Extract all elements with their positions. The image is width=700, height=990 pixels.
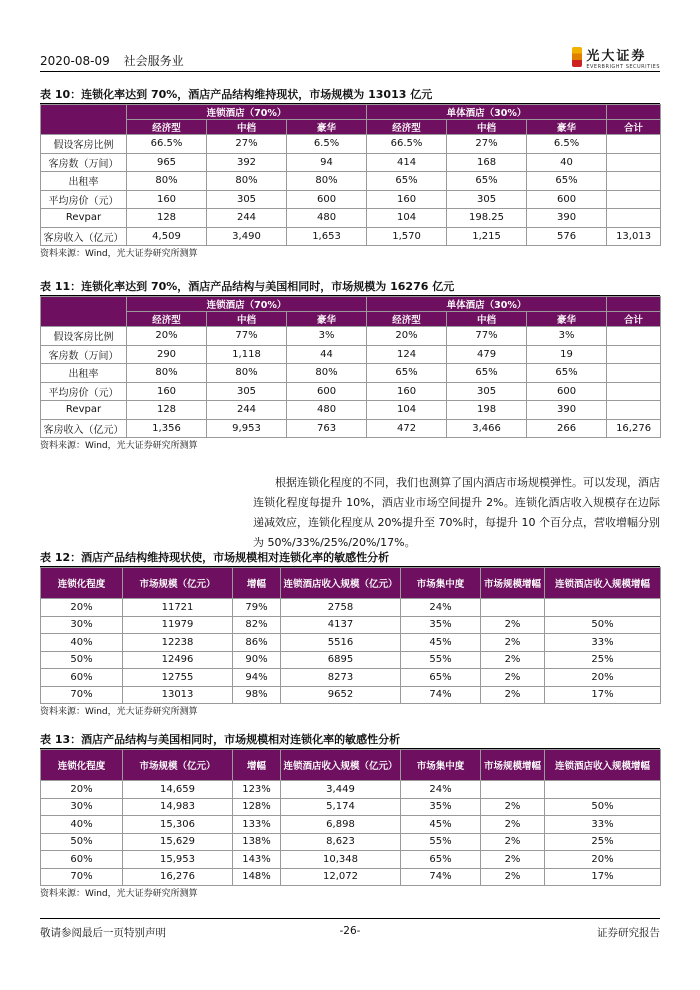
table-cell: 45% <box>401 816 481 834</box>
table-cell: 305 <box>207 190 287 209</box>
column-header: 连锁酒店收入规模增幅 <box>545 568 661 599</box>
row-label: 30% <box>41 616 123 634</box>
table-cell: 27% <box>447 135 527 154</box>
table-cell: 15,629 <box>123 833 233 851</box>
table-cell: 104 <box>367 401 447 420</box>
corner-cell <box>41 105 127 135</box>
table-cell: 2% <box>481 651 545 669</box>
table-cell: 12496 <box>123 651 233 669</box>
table-cell: 65% <box>447 364 527 383</box>
table-row <box>41 153 661 172</box>
row-label: 客房数（万间） <box>41 153 127 172</box>
table-row <box>41 209 661 228</box>
table-cell: 6,898 <box>281 816 401 834</box>
table-cell: 6.5% <box>287 135 367 154</box>
group-header: 连锁酒店（70%） <box>127 297 367 312</box>
row-label: Revpar <box>41 401 127 420</box>
table-cell: 2% <box>481 686 545 704</box>
analysis-paragraph <box>253 473 660 553</box>
source-note: 资料来源：Wind，光大证券研究所测算 <box>40 249 198 259</box>
table-row <box>41 851 661 869</box>
table-row <box>41 651 661 669</box>
row-label: 70% <box>41 868 123 886</box>
table-row <box>41 364 661 383</box>
column-header: 豪华 <box>527 312 607 327</box>
table-cell <box>607 172 661 191</box>
table-cell: 19 <box>527 345 607 364</box>
table-cell: 244 <box>207 209 287 228</box>
row-label: 出租率 <box>41 172 127 191</box>
table-title: 表 10：连锁化率达到 70%，酒店产品结构维持现状，市场规模为 13013 亿元 <box>40 88 433 101</box>
table-cell: 77% <box>447 327 527 346</box>
table-cell: 480 <box>287 209 367 228</box>
table-cell: 12,072 <box>281 868 401 886</box>
column-header: 连锁化程度 <box>41 568 123 599</box>
table-cell <box>607 327 661 346</box>
table-cell: 10,348 <box>281 851 401 869</box>
table-row <box>41 382 661 401</box>
table-cell <box>481 781 545 799</box>
table-cell: 480 <box>287 401 367 420</box>
column-header: 经济型 <box>367 312 447 327</box>
table-title: 表 12：酒店产品结构维持现状使，市场规模相对连锁化率的敏感性分析 <box>40 551 390 564</box>
table-title: 表 11：连锁化率达到 70%，酒店产品结构与美国相同时，市场规模为 16276 亿元 <box>40 280 455 293</box>
table-cell: 12755 <box>123 669 233 687</box>
table-cell: 80% <box>287 364 367 383</box>
logo-chinese: 光大证券 <box>586 48 647 64</box>
table-row <box>41 135 661 154</box>
table-cell: 17% <box>545 686 661 704</box>
corner-cell <box>41 297 127 327</box>
table-cell: 600 <box>287 190 367 209</box>
row-label: 客房数（万间） <box>41 345 127 364</box>
table-cell <box>607 382 661 401</box>
row-label: 客房收入（亿元） <box>41 419 127 438</box>
group-header: 单体酒店（30%） <box>367 105 607 120</box>
header-row <box>41 568 661 599</box>
table-cell: 3% <box>527 327 607 346</box>
table-cell: 8273 <box>281 669 401 687</box>
table-cell: 15,953 <box>123 851 233 869</box>
table-cell: 1,570 <box>367 227 447 246</box>
table-cell: 2% <box>481 868 545 886</box>
source-note: 资料来源：Wind，光大证券研究所测算 <box>40 707 198 717</box>
column-header: 经济型 <box>127 120 207 135</box>
column-header: 合计 <box>607 120 661 135</box>
table-row <box>41 190 661 209</box>
table-cell: 20% <box>127 327 207 346</box>
table-cell: 600 <box>527 382 607 401</box>
table-cell: 414 <box>367 153 447 172</box>
row-label: 70% <box>41 686 123 704</box>
table-cell: 104 <box>367 209 447 228</box>
table-cell: 24% <box>401 599 481 617</box>
table-cell <box>607 345 661 364</box>
table-cell: 160 <box>127 190 207 209</box>
table-row <box>41 616 661 634</box>
row-label: 60% <box>41 851 123 869</box>
table-cell: 3,490 <box>207 227 287 246</box>
table-cell: 1,653 <box>287 227 367 246</box>
table-cell: 9,953 <box>207 419 287 438</box>
table-cell: 27% <box>207 135 287 154</box>
industry-name: 社会服务业 <box>123 54 184 68</box>
table-cell: 44 <box>287 345 367 364</box>
table-cell: 128% <box>233 798 281 816</box>
table-cell: 65% <box>447 172 527 191</box>
table-row <box>41 327 661 346</box>
table-cell: 390 <box>527 401 607 420</box>
table-cell: 50% <box>545 616 661 634</box>
table-cell: 45% <box>401 634 481 652</box>
row-label: 假设客房比例 <box>41 327 127 346</box>
column-header: 连锁酒店收入规模（亿元） <box>281 750 401 781</box>
table-cell: 198 <box>447 401 527 420</box>
table-cell: 66.5% <box>367 135 447 154</box>
table-cell: 479 <box>447 345 527 364</box>
source-note: 资料来源：Wind，光大证券研究所测算 <box>40 441 198 451</box>
row-label: 平均房价（元） <box>41 190 127 209</box>
table-cell: 74% <box>401 686 481 704</box>
table-cell: 305 <box>207 382 287 401</box>
table-cell: 133% <box>233 816 281 834</box>
table-cell: 14,983 <box>123 798 233 816</box>
table-cell: 77% <box>207 327 287 346</box>
table-cell: 16,276 <box>607 419 661 438</box>
table-row <box>41 798 661 816</box>
column-header: 市场规模增幅 <box>481 750 545 781</box>
table-cell: 17% <box>545 868 661 886</box>
table-cell: 160 <box>367 190 447 209</box>
table-cell: 128 <box>127 401 207 420</box>
table-cell: 2% <box>481 616 545 634</box>
header-rule <box>40 71 660 72</box>
page-header <box>40 44 660 70</box>
table-row <box>41 634 661 652</box>
table-cell: 65% <box>367 172 447 191</box>
table-cell: 35% <box>401 616 481 634</box>
table-cell: 576 <box>527 227 607 246</box>
column-header: 连锁酒店收入规模（亿元） <box>281 568 401 599</box>
row-label: 40% <box>41 816 123 834</box>
table-12-section <box>40 550 660 720</box>
table-cell: 94% <box>233 669 281 687</box>
logo-english: EVERBRIGHT SECURITIES <box>586 63 660 70</box>
row-label: 假设客房比例 <box>41 135 127 154</box>
table-row <box>41 816 661 834</box>
table-cell: 65% <box>527 364 607 383</box>
table-cell: 80% <box>127 172 207 191</box>
table-cell <box>481 599 545 617</box>
table-cell: 13013 <box>123 686 233 704</box>
table-cell: 2758 <box>281 599 401 617</box>
table-cell: 11721 <box>123 599 233 617</box>
column-header: 中档 <box>207 312 287 327</box>
table-cell <box>545 599 661 617</box>
column-header: 市场集中度 <box>401 750 481 781</box>
column-header: 合计 <box>607 312 661 327</box>
table-cell: 392 <box>207 153 287 172</box>
table-row <box>41 227 661 246</box>
table-cell: 2% <box>481 816 545 834</box>
table-cell: 15,306 <box>123 816 233 834</box>
table-cell: 1,215 <box>447 227 527 246</box>
table-cell: 390 <box>527 209 607 228</box>
table-row <box>41 401 661 420</box>
report-type: 证券研究报告 <box>597 927 660 939</box>
table-cell: 33% <box>545 634 661 652</box>
table-cell: 90% <box>233 651 281 669</box>
table-cell: 65% <box>401 851 481 869</box>
column-header: 中档 <box>207 120 287 135</box>
table-cell: 290 <box>127 345 207 364</box>
table-cell: 33% <box>545 816 661 834</box>
table-row <box>41 868 661 886</box>
table-cell: 40 <box>527 153 607 172</box>
table-cell <box>607 401 661 420</box>
source-note: 资料来源：Wind，光大证券研究所测算 <box>40 889 198 899</box>
table-cell: 3% <box>287 327 367 346</box>
table-cell <box>545 781 661 799</box>
table-cell: 2% <box>481 851 545 869</box>
table-cell: 138% <box>233 833 281 851</box>
table-cell: 80% <box>207 172 287 191</box>
table-cell: 128 <box>127 209 207 228</box>
group-header: 连锁酒店（70%） <box>127 105 367 120</box>
table-cell: 20% <box>545 669 661 687</box>
table-cell: 25% <box>545 833 661 851</box>
table-cell: 5516 <box>281 634 401 652</box>
table-cell: 1,356 <box>127 419 207 438</box>
row-label: 30% <box>41 798 123 816</box>
table-10-section <box>40 87 660 262</box>
table-cell: 14,659 <box>123 781 233 799</box>
table-cell: 80% <box>127 364 207 383</box>
table-cell: 4,509 <box>127 227 207 246</box>
table-cell: 160 <box>127 382 207 401</box>
table-cell: 2% <box>481 798 545 816</box>
row-label: 客房收入（亿元） <box>41 227 127 246</box>
table-11-section <box>40 279 660 454</box>
table-cell: 168 <box>447 153 527 172</box>
table-cell: 20% <box>545 851 661 869</box>
table-cell: 763 <box>287 419 367 438</box>
column-header: 中档 <box>447 312 527 327</box>
table-row <box>41 172 661 191</box>
table-13 <box>40 749 661 886</box>
table-row <box>41 419 661 438</box>
row-label: 20% <box>41 599 123 617</box>
column-header: 连锁化程度 <box>41 750 123 781</box>
sub-header-row <box>41 120 661 135</box>
table-cell: 86% <box>233 634 281 652</box>
row-label: 平均房价（元） <box>41 382 127 401</box>
table-cell: 244 <box>207 401 287 420</box>
table-cell: 1,118 <box>207 345 287 364</box>
table-cell <box>607 190 661 209</box>
column-header: 经济型 <box>127 312 207 327</box>
table-cell: 94 <box>287 153 367 172</box>
table-cell: 160 <box>367 382 447 401</box>
table-cell <box>607 153 661 172</box>
table-10 <box>40 104 661 246</box>
table-11 <box>40 296 661 438</box>
table-row <box>41 345 661 364</box>
table-cell: 2% <box>481 833 545 851</box>
table-row <box>41 781 661 799</box>
logo-mark-icon <box>572 47 582 67</box>
row-label: 40% <box>41 634 123 652</box>
table-cell: 4137 <box>281 616 401 634</box>
row-label: 50% <box>41 651 123 669</box>
row-label: Revpar <box>41 209 127 228</box>
table-cell: 305 <box>447 190 527 209</box>
company-logo <box>572 44 660 70</box>
table-cell: 13,013 <box>607 227 661 246</box>
column-header: 豪华 <box>287 312 367 327</box>
row-label: 50% <box>41 833 123 851</box>
table-cell: 5,174 <box>281 798 401 816</box>
table-cell: 65% <box>527 172 607 191</box>
table-cell: 148% <box>233 868 281 886</box>
column-header: 市场规模（亿元） <box>123 750 233 781</box>
table-cell <box>607 135 661 154</box>
table-cell: 2% <box>481 669 545 687</box>
table-cell: 3,449 <box>281 781 401 799</box>
table-12 <box>40 567 661 704</box>
table-cell: 50% <box>545 798 661 816</box>
disclaimer-note: 敬请参阅最后一页特别声明 <box>40 927 166 939</box>
table-row <box>41 599 661 617</box>
table-cell: 66.5% <box>127 135 207 154</box>
column-header: 增幅 <box>233 568 281 599</box>
table-cell: 600 <box>527 190 607 209</box>
table-cell: 2% <box>481 634 545 652</box>
table-cell: 6895 <box>281 651 401 669</box>
table-cell: 24% <box>401 781 481 799</box>
table-row <box>41 833 661 851</box>
table-cell: 600 <box>287 382 367 401</box>
sub-header-row <box>41 312 661 327</box>
table-cell: 55% <box>401 833 481 851</box>
table-13-section <box>40 732 660 902</box>
table-cell: 123% <box>233 781 281 799</box>
table-cell <box>607 364 661 383</box>
table-cell: 472 <box>367 419 447 438</box>
column-header: 市场集中度 <box>401 568 481 599</box>
header-info <box>40 52 194 69</box>
table-cell: 143% <box>233 851 281 869</box>
table-cell: 12238 <box>123 634 233 652</box>
column-header: 市场规模（亿元） <box>123 568 233 599</box>
report-date: 2020-08-09 <box>40 54 110 68</box>
table-cell: 65% <box>367 364 447 383</box>
table-cell: 3,466 <box>447 419 527 438</box>
row-label: 20% <box>41 781 123 799</box>
table-cell: 124 <box>367 345 447 364</box>
table-cell: 6.5% <box>527 135 607 154</box>
table-cell: 965 <box>127 153 207 172</box>
table-cell: 82% <box>233 616 281 634</box>
column-header: 增幅 <box>233 750 281 781</box>
table-cell: 9652 <box>281 686 401 704</box>
table-row <box>41 686 661 704</box>
table-cell: 79% <box>233 599 281 617</box>
table-cell: 74% <box>401 868 481 886</box>
table-cell: 266 <box>527 419 607 438</box>
table-cell: 25% <box>545 651 661 669</box>
table-cell: 198.25 <box>447 209 527 228</box>
table-cell: 305 <box>447 382 527 401</box>
paragraph-text: 根据连锁化程度的不同，我们也测算了国内酒店市场规模弹性。可以发现，酒店连锁化程度每提升 10%，酒店业市场空间提升 2%。连锁化酒店收入规模存在边际递减效应，连锁化程度从 20%提升至 70%时，每提升 10 个百分点，营收增幅分别为 50%/33%/25%/20%/17%。 <box>253 476 660 549</box>
row-label: 60% <box>41 669 123 687</box>
column-header: 连锁酒店收入规模增幅 <box>545 750 661 781</box>
page-number: -26- <box>339 925 361 937</box>
table-cell: 80% <box>287 172 367 191</box>
column-header: 豪华 <box>527 120 607 135</box>
column-header: 市场规模增幅 <box>481 568 545 599</box>
table-cell: 80% <box>207 364 287 383</box>
table-cell: 11979 <box>123 616 233 634</box>
table-cell: 8,623 <box>281 833 401 851</box>
group-header: 单体酒店（30%） <box>367 297 607 312</box>
row-label: 出租率 <box>41 364 127 383</box>
column-header: 中档 <box>447 120 527 135</box>
table-cell <box>607 209 661 228</box>
table-cell: 20% <box>367 327 447 346</box>
column-header: 经济型 <box>367 120 447 135</box>
table-cell: 98% <box>233 686 281 704</box>
column-header: 豪华 <box>287 120 367 135</box>
table-cell: 55% <box>401 651 481 669</box>
header-row <box>41 750 661 781</box>
table-cell: 35% <box>401 798 481 816</box>
table-cell: 16,276 <box>123 868 233 886</box>
table-cell: 65% <box>401 669 481 687</box>
footer-rule <box>40 918 660 919</box>
table-title: 表 13：酒店产品结构与美国相同时，市场规模相对连锁化率的敏感性分析 <box>40 733 401 746</box>
table-row <box>41 669 661 687</box>
